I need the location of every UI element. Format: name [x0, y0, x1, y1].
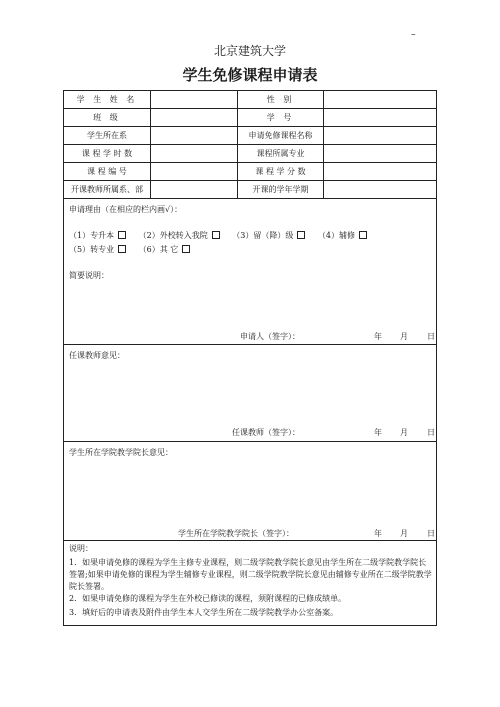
- student-id-field[interactable]: [324, 109, 436, 126]
- option-upgrade[interactable]: （1）专升本: [69, 231, 126, 240]
- teacher-opinion-section: [64, 345, 436, 442]
- term-field[interactable]: [324, 181, 436, 198]
- reason-section: [64, 199, 436, 345]
- course-code-field[interactable]: [151, 163, 238, 180]
- term-label: 开课的学年学期: [238, 181, 324, 198]
- teacher-department-field[interactable]: [151, 181, 238, 198]
- note-item: 3．填好后的申请表及附件由学生本人交学生所在二级学院教学办公室备案。: [69, 608, 339, 617]
- reason-heading: 申请理由（在相应的栏内画√）：: [69, 205, 183, 214]
- checkbox-icon[interactable]: [212, 231, 220, 239]
- reason-options-line-1: [69, 230, 377, 241]
- year-label: 年: [374, 428, 382, 437]
- student-name-label: 学 生 姓 名: [64, 91, 151, 108]
- course-name-label: 申请免修课程名称: [238, 127, 324, 144]
- month-label: 月: [400, 428, 408, 437]
- form-row: [64, 91, 436, 109]
- teacher-opinion-heading: 任课教师意见：: [69, 351, 125, 360]
- department-label: 学生所在系: [64, 127, 151, 144]
- note-item: 2．如果申请免修的课程为学生在外校已修读的课程，须附课程的已修成绩单。: [69, 594, 347, 603]
- school-name: 北京建筑大学: [213, 44, 286, 58]
- form-row: [64, 163, 436, 181]
- class-label: 班 级: [64, 109, 151, 126]
- checkbox-icon[interactable]: [182, 245, 190, 253]
- course-hours-field[interactable]: [151, 145, 238, 162]
- course-major-field[interactable]: [324, 145, 436, 162]
- course-major-label: 课程所属专业: [238, 145, 324, 162]
- note-item: 1．如果申请免修的课程为学生主修专业课程，则二级学院教学院长意见由学生所在二级学院教学院长签署;如果申请免修的课程为学生辅修专业课程，则二级学院教学院长意见由辅修专业所在二级学院教学院长签署。: [69, 558, 432, 591]
- dean-opinion-section: [64, 442, 436, 541]
- checkbox-icon[interactable]: [359, 231, 367, 239]
- department-field[interactable]: [151, 127, 238, 144]
- dean-signature-label: 学生所在学院教学院长（签字）：: [178, 529, 294, 538]
- day-label: 日: [427, 332, 435, 341]
- checkbox-icon[interactable]: [297, 231, 305, 239]
- gender-label: 性 别: [238, 91, 324, 108]
- month-label: 月: [400, 332, 408, 341]
- day-label: 日: [427, 529, 435, 538]
- option-minor[interactable]: （4）辅修: [318, 231, 367, 240]
- applicant-signature-label: 申请人（签字）：: [240, 332, 300, 341]
- course-code-label: 课 程 编 号: [64, 163, 151, 180]
- course-credits-label: 课 程 学 分 数: [238, 163, 324, 180]
- reason-options-line-2: [69, 244, 200, 255]
- form-row: [64, 109, 436, 127]
- course-credits-field[interactable]: [324, 163, 436, 180]
- day-label: 日: [427, 428, 435, 437]
- checkbox-icon[interactable]: [118, 231, 126, 239]
- month-label: 月: [400, 529, 408, 538]
- notes-heading: 说明：: [69, 544, 93, 553]
- option-transfer-in[interactable]: （2）外校转入我院: [139, 231, 220, 240]
- application-form: [63, 90, 437, 626]
- gender-field[interactable]: [324, 91, 436, 108]
- course-name-field[interactable]: [324, 127, 436, 144]
- notes-section: [64, 541, 436, 625]
- student-name-field[interactable]: [151, 91, 238, 108]
- option-repeat[interactable]: （3）留（降）级: [232, 231, 305, 240]
- option-change-major[interactable]: （5）转专业: [69, 245, 126, 254]
- brief-label: 简要说明：: [69, 271, 109, 280]
- year-label: 年: [374, 332, 382, 341]
- course-hours-label: 课 程 学 时 数: [64, 145, 151, 162]
- form-row: [64, 145, 436, 163]
- top-mark: –: [411, 30, 416, 40]
- dean-opinion-heading: 学生所在学院教学院长意见：: [69, 448, 173, 457]
- teacher-department-label: 开课教师所属系、部: [64, 181, 151, 198]
- form-row: [64, 181, 436, 199]
- option-other[interactable]: （6）其 它: [139, 245, 191, 254]
- class-field[interactable]: [151, 109, 238, 126]
- form-title: 学生免修课程申请表: [182, 66, 318, 84]
- checkbox-icon[interactable]: [118, 245, 126, 253]
- form-row: [64, 127, 436, 145]
- student-id-label: 学 号: [238, 109, 324, 126]
- year-label: 年: [374, 529, 382, 538]
- teacher-signature-label: 任课教师（签字）：: [232, 428, 300, 437]
